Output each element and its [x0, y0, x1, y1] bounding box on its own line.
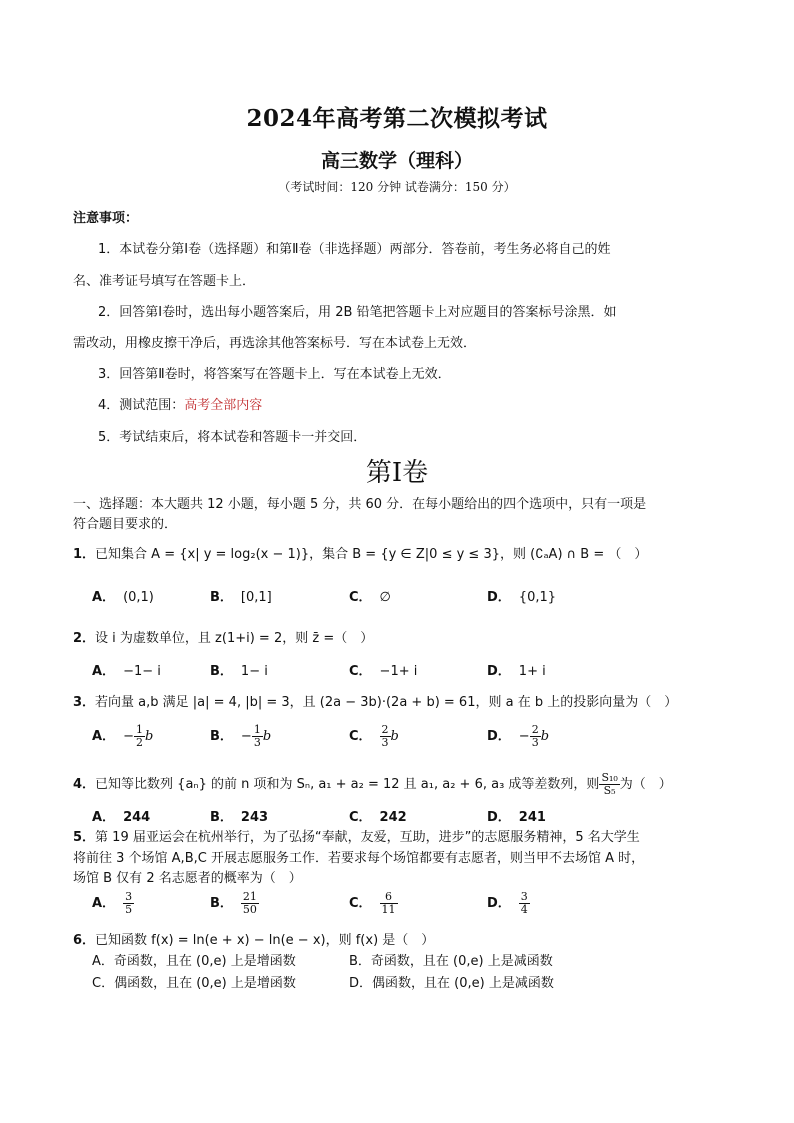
- option-letter: C．: [349, 810, 372, 825]
- option-vector: b: [540, 729, 550, 744]
- option-fraction: [380, 724, 391, 749]
- option-text: −1− i: [123, 664, 161, 679]
- question-number: 3．: [73, 695, 96, 710]
- option-vector: b: [390, 729, 399, 744]
- notice-item-1-line2: 名、准考证号填写在答题卡上．: [73, 274, 256, 289]
- option-fraction: [134, 724, 145, 749]
- option-text: {0,1}: [518, 590, 557, 605]
- notice-item-1-line1: 1．本试卷分第Ⅰ卷（选择题）和第Ⅱ卷（非选择题）两部分．答卷前，考生务必将自己的姓: [98, 242, 611, 257]
- fraction-numerator: S₁₀: [601, 771, 618, 784]
- q3-option-c: [349, 724, 399, 749]
- option-text: 244: [123, 810, 151, 825]
- fraction-denominator: 3: [381, 736, 389, 749]
- exam-title: 2024年高考第二次模拟考试: [246, 105, 548, 132]
- question-number: 6．: [73, 933, 96, 948]
- q2-option-a: [92, 660, 161, 679]
- q4-option-b: [210, 806, 268, 825]
- question-4-stem: [73, 772, 672, 797]
- section-instructions-line2: 符合题目要求的．: [73, 517, 178, 532]
- exam-time-info: （考试时间：120 分钟 试卷满分：150 分）: [278, 180, 516, 194]
- question-text-end: 为（ ）: [619, 777, 672, 792]
- fraction-denominator: 3: [531, 736, 539, 749]
- q5-option-b: [210, 891, 259, 916]
- fraction-numerator: 6: [380, 891, 398, 904]
- question-text: 已知等比数列 {aₙ} 的前 n 项和为 Sₙ, a₁ + a₂ = 12 且 a₁, a₂ + 6, a₃ 成等差数列，则: [95, 777, 600, 792]
- q2-option-b: [210, 660, 268, 679]
- question-3-stem: [73, 691, 677, 710]
- option-letter: D．: [487, 896, 511, 911]
- question-text: 设 i 为虚数单位，且 z(1+i) = 2，则 z̄ =（ ）: [95, 631, 374, 646]
- option-letter: A．: [92, 810, 116, 825]
- fraction-numerator: 3: [125, 890, 133, 903]
- q1-option-c: [349, 586, 391, 605]
- section-title: 第Ⅰ卷: [365, 458, 429, 488]
- notice-item-4-prefix: 4．测试范围：: [98, 398, 185, 413]
- option-letter: A．: [92, 729, 116, 744]
- option-letter: A．: [92, 590, 116, 605]
- fraction-denominator: 3: [253, 736, 261, 749]
- option-fraction: [380, 891, 398, 916]
- question-number: 1．: [73, 547, 96, 562]
- option-letter: B．: [210, 664, 233, 679]
- q3-option-a: [92, 724, 153, 749]
- fraction-numerator: 2: [531, 723, 539, 736]
- option-text: ∅: [379, 590, 391, 605]
- notice-item-2-line1: 2．回答第Ⅰ卷时，选出每小题答案后，用 2B 铅笔把答题卡上对应题目的答案标号涂黑．如: [98, 305, 617, 320]
- q4-option-a: [92, 806, 150, 825]
- q4-option-d: [487, 806, 546, 825]
- question-text: 已知集合 A = {x| y = log₂(x − 1)}，集合 B = {y ∈ Z|0 ≤ y ≤ 3}，则 (∁ₐA) ∩ B = （ ）: [95, 547, 648, 562]
- question-5-line2: 将前往 3 个场馆 A,B,C 开展志愿服务工作．若要求每个场馆都要有志愿者，则当甲不去场馆 A 时，: [73, 851, 645, 866]
- fraction-denominator: 4: [520, 903, 528, 916]
- fraction-numerator: 1: [253, 723, 261, 736]
- question-fraction: [599, 772, 619, 797]
- notice-item-4: [98, 394, 262, 413]
- question-1-stem: [73, 543, 647, 562]
- question-text: 第 19 届亚运会在杭州举行，为了弘扬“奉献，友爱，互助，进步”的志愿服务精神，5 名大学生: [95, 830, 640, 845]
- option-letter: B．: [210, 896, 233, 911]
- option-letter: D．: [487, 664, 511, 679]
- option-fraction: [530, 724, 541, 749]
- question-5-line1: [73, 826, 640, 845]
- question-number: 2．: [73, 631, 96, 646]
- fraction-numerator: 1: [135, 723, 143, 736]
- fraction-numerator: 3: [520, 890, 528, 903]
- option-letter: C．: [349, 664, 372, 679]
- option-sign: −: [240, 729, 252, 744]
- q2-option-d: [487, 660, 546, 679]
- option-sign: −: [123, 729, 134, 744]
- option-vector: b: [262, 729, 272, 744]
- option-text: −1+ i: [379, 664, 418, 679]
- fraction-numerator: 2: [381, 723, 389, 736]
- option-letter: C．: [349, 590, 372, 605]
- option-text: 241: [518, 810, 546, 825]
- test-scope-highlight: 高考全部内容: [184, 398, 263, 413]
- option-letter: B．: [210, 590, 233, 605]
- notice-heading: 注意事项：: [73, 211, 139, 226]
- q5-option-c: [349, 891, 398, 916]
- option-fraction: [123, 891, 134, 916]
- notice-item-3: 3．回答第Ⅱ卷时，将答案写在答题卡上．写在本试卷上无效．: [98, 367, 451, 382]
- notice-item-2-line2: 需改动，用橡皮擦干净后，再选涂其他答案标号．写在本试卷上无效．: [73, 336, 477, 351]
- question-6-stem: [73, 929, 434, 948]
- q6-option-a: A．奇函数，且在 (0,e) 上是增函数: [92, 954, 296, 969]
- option-letter: C．: [349, 896, 372, 911]
- option-fraction: [241, 891, 259, 916]
- q6-option-b: B．奇函数，且在 (0,e) 上是减函数: [349, 954, 553, 969]
- option-text: 243: [240, 810, 269, 825]
- section-instructions-line1: 一、选择题：本大题共 12 小题，每小题 5 分，共 60 分．在每小题给出的四个选项中，只有一项是: [73, 497, 647, 512]
- fraction-denominator: S₅: [603, 784, 616, 797]
- option-letter: D．: [487, 810, 511, 825]
- q2-option-c: [349, 660, 417, 679]
- question-2-stem: [73, 627, 373, 646]
- option-letter: A．: [92, 896, 116, 911]
- option-letter: D．: [487, 729, 511, 744]
- option-text: (0,1): [123, 590, 154, 605]
- option-letter: C．: [349, 729, 372, 744]
- option-text: [0,1]: [240, 590, 272, 605]
- q1-option-b: [210, 586, 272, 605]
- fraction-numerator: 21: [242, 890, 257, 903]
- q5-option-d: [487, 891, 530, 916]
- q6-option-d: D．偶函数，且在 (0,e) 上是减函数: [349, 976, 554, 991]
- option-fraction: [519, 891, 530, 916]
- q3-option-d: [487, 724, 549, 749]
- q3-option-b: [210, 724, 271, 749]
- question-text: 已知函数 f(x) = ln(e + x) − ln(e − x)，则 f(x) 是（ ）: [95, 933, 435, 948]
- fraction-denominator: 2: [135, 736, 143, 749]
- question-number: 5．: [73, 830, 96, 845]
- fraction-denominator: 11: [381, 903, 396, 916]
- q1-option-d: [487, 586, 556, 605]
- q1-option-a: [92, 586, 154, 605]
- option-letter: D．: [487, 590, 511, 605]
- option-text: 242: [379, 810, 407, 825]
- option-letter: B．: [210, 729, 233, 744]
- notice-item-5: 5．考试结束后，将本试卷和答题卡一并交回．: [98, 430, 367, 445]
- fraction-denominator: 50: [242, 903, 257, 916]
- question-text: 若向量 a,b 满足 |a| = 4, |b| = 3，且 (2a − 3b)·(2a + b) = 61，则 a 在 b 上的投影向量为（ ）: [95, 695, 678, 710]
- option-vector: b: [144, 729, 154, 744]
- q6-option-c: C．偶函数，且在 (0,e) 上是增函数: [92, 976, 296, 991]
- q4-option-c: [349, 806, 407, 825]
- exam-subtitle: 高三数学（理科）: [320, 150, 473, 172]
- option-sign: −: [518, 729, 530, 744]
- q5-option-a: [92, 891, 134, 916]
- question-5-line3: 场馆 B 仅有 2 名志愿者的概率为（ ）: [73, 871, 302, 886]
- option-letter: A．: [92, 664, 116, 679]
- question-number: 4．: [73, 777, 96, 792]
- option-fraction: [252, 724, 263, 749]
- fraction-denominator: 5: [125, 903, 133, 916]
- option-letter: B．: [210, 810, 233, 825]
- option-text: 1− i: [240, 664, 268, 679]
- option-text: 1+ i: [518, 664, 546, 679]
